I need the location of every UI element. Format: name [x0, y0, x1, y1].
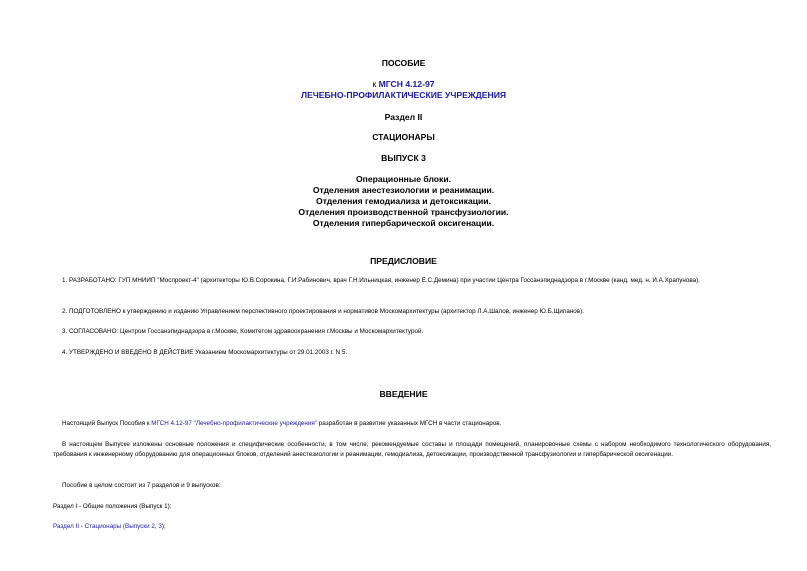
- preface-item: 3. СОГЛАСОВАНО: Центром Госсанэпиднадзора в г.Москве, Комитетом здравоохранения г.Москвы и Москомархитектурой.: [62, 328, 424, 335]
- issue-3-link[interactable]: 3: [158, 523, 162, 530]
- topic-item: Отделения гемодиализа и детоксикации.: [316, 196, 491, 206]
- intro-paragraph: В настоящем Выпуске изложены основные положения и специфические особенности, в том числе, рекомендуемые составы и площади помещений, планировочные схемы с набором необходимого технологического оборудования, требования к инженерному оборудованию для операционных блоков, отделений анестезиологии и реанимации, гемодиализа, детоксикации, производственной трансфузиологии и гипербарической оксигенации.: [53, 441, 771, 459]
- institutions-link[interactable]: ЛЕЧЕБНО-ПРОФИЛАКТИЧЕСКИЕ УЧРЕЖДЕНИЯ: [300, 90, 507, 100]
- preface-item: 1. РАЗРАБОТАНО: ГУП МНИИП "Моспроект-4" (архитекторы Ю.В.Сорокина, Г.И.Рабинович, врач Г.Н.Ильницкая, инженер Е.С.Демина) при участии Центра Госсанэпиднадзора в г.Москве (канд. мед. н. И.А.Храпунова).: [62, 277, 700, 284]
- reference-prefix: к: [372, 79, 379, 89]
- mgsn-link[interactable]: МГСН 4.12-97: [378, 79, 435, 89]
- intro-text: Настоящий Выпуск Пособия к: [62, 420, 152, 427]
- preface-item: 2. ПОДГОТОВЛЕНО к утверждению и изданию Управлением перспективного проектирования и нормативов Москомархитектуры (архитектор Л.А.Шалов, инженер Ю.Б.Щипанов).: [62, 308, 584, 315]
- intro-heading: ВВЕДЕНИЕ: [379, 389, 428, 399]
- intro-paragraph: Пособие в целом состоит из 7 разделов и 9 выпусков:: [62, 482, 221, 489]
- list-suffix: );: [161, 523, 166, 530]
- issue-number: ВЫПУСК 3: [381, 153, 426, 163]
- topic-item: Операционные блоки.: [355, 174, 452, 184]
- list-separator: ,: [154, 523, 159, 530]
- mgsn-title-link[interactable]: МГСН 4.12-97 "Лечебно-профилактические учреждения": [151, 420, 318, 427]
- intro-text: разработан в развитие указанных МГСН в части стационаров.: [317, 420, 502, 427]
- topic-item: Отделения производственной трансфузиологии.: [298, 207, 509, 217]
- section-2-link[interactable]: Раздел II - Стационары (Выпуски 2: [53, 523, 155, 530]
- topic-item: Отделения анестезиологии и реанимации.: [312, 185, 495, 195]
- topics-list: [0, 174, 807, 229]
- preface-heading: ПРЕДИСЛОВИЕ: [370, 256, 437, 266]
- section-list-item: Раздел I - Общие положения (Выпуск 1);: [53, 503, 172, 510]
- intro-paragraph: [53, 419, 771, 429]
- doc-title: ПОСОБИЕ: [381, 58, 426, 68]
- section-list-item: [53, 522, 771, 532]
- section-name: СТАЦИОНАРЫ: [372, 132, 435, 142]
- doc-reference: [0, 79, 807, 90]
- topic-item: Отделения гипербарической оксигенации.: [312, 218, 495, 228]
- section-number: Раздел II: [384, 112, 423, 122]
- preface-item: 4. УТВЕРЖДЕНО И ВВЕДЕНО В ДЕЙСТВИЕ Указанием Москомархитектуры от 29.01.2003 г. N 5.: [62, 349, 348, 356]
